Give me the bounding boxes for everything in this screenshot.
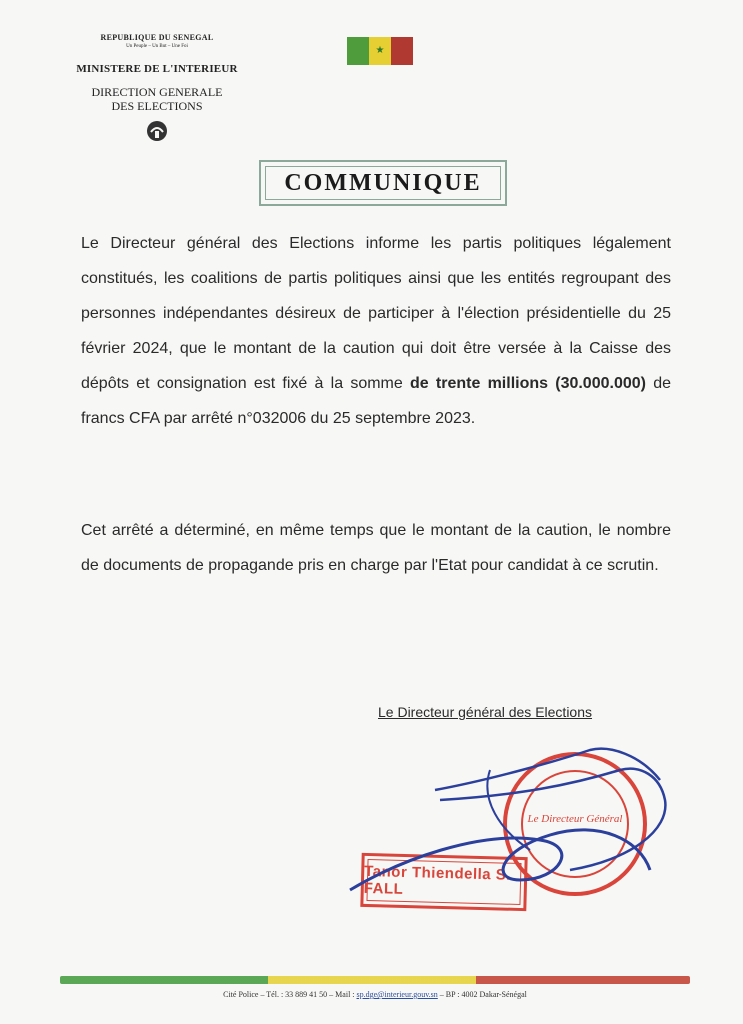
document-title: COMMUNIQUE — [284, 169, 482, 196]
footer-contact — [60, 990, 690, 999]
stamp-center-text: Le Directeur Général — [527, 813, 623, 825]
footer-address: Cité Police – Tél. : 33 889 41 50 – Mail : — [223, 990, 357, 999]
ministry-name: MINISTERE DE L'INTERIEUR — [76, 63, 238, 75]
direction-name — [72, 85, 242, 113]
flag-green-band — [347, 37, 369, 65]
flag-red-band — [391, 37, 413, 65]
handwritten-signature — [340, 740, 680, 910]
paragraph-1-amount: de trente millions (30.000.000) — [410, 375, 646, 392]
direction-line-1: DIRECTION GENERALE — [91, 85, 223, 99]
senegal-flag-icon — [347, 37, 413, 65]
signatory-title: Le Directeur général des Elections — [378, 704, 593, 720]
national-motto: Un Peuple – Un But – Une Foi — [126, 44, 188, 49]
paragraph-1 — [81, 226, 671, 436]
footer-bp: – BP : 4002 Dakar-Sénégal — [437, 990, 527, 999]
paragraph-2: Cet arrêté a déterminé, en même temps que le montant de la caution, le nombre de documents de propagande pris en charge par l'Etat pour candidat à ce scrutin. — [81, 522, 671, 574]
signatory-name: Tanor Thiendella S. FALL — [363, 862, 512, 898]
letterhead — [72, 33, 242, 148]
paragraph-1-text-end: de francs CFA par arrêté n°032006 du 25 septembre 2023. — [81, 375, 671, 427]
footer-email-link[interactable]: sp.dge@interieur.gouv.sn — [356, 990, 438, 999]
republic-name: REPUBLIQUE DU SENEGAL — [100, 33, 214, 42]
paragraph-1-text: Le Directeur général des Elections informe les partis politiques légalement constitués, les coalitions de partis politiques ainsi que les entités regroupant des personnes indépendantes désireux de participer à l'élection présidentielle du 25 février 2024, que le montant de la caution qui doit être versée à la Caisse des dépôts et consignation est fixé à la somme — [81, 235, 671, 392]
direction-line-2: DES ELECTIONS — [111, 99, 203, 113]
title-frame — [259, 160, 507, 206]
flag-yellow-band — [369, 37, 391, 65]
star-icon: ★ — [375, 45, 385, 56]
footer-color-bar — [60, 976, 690, 984]
emblem-icon — [145, 119, 169, 143]
